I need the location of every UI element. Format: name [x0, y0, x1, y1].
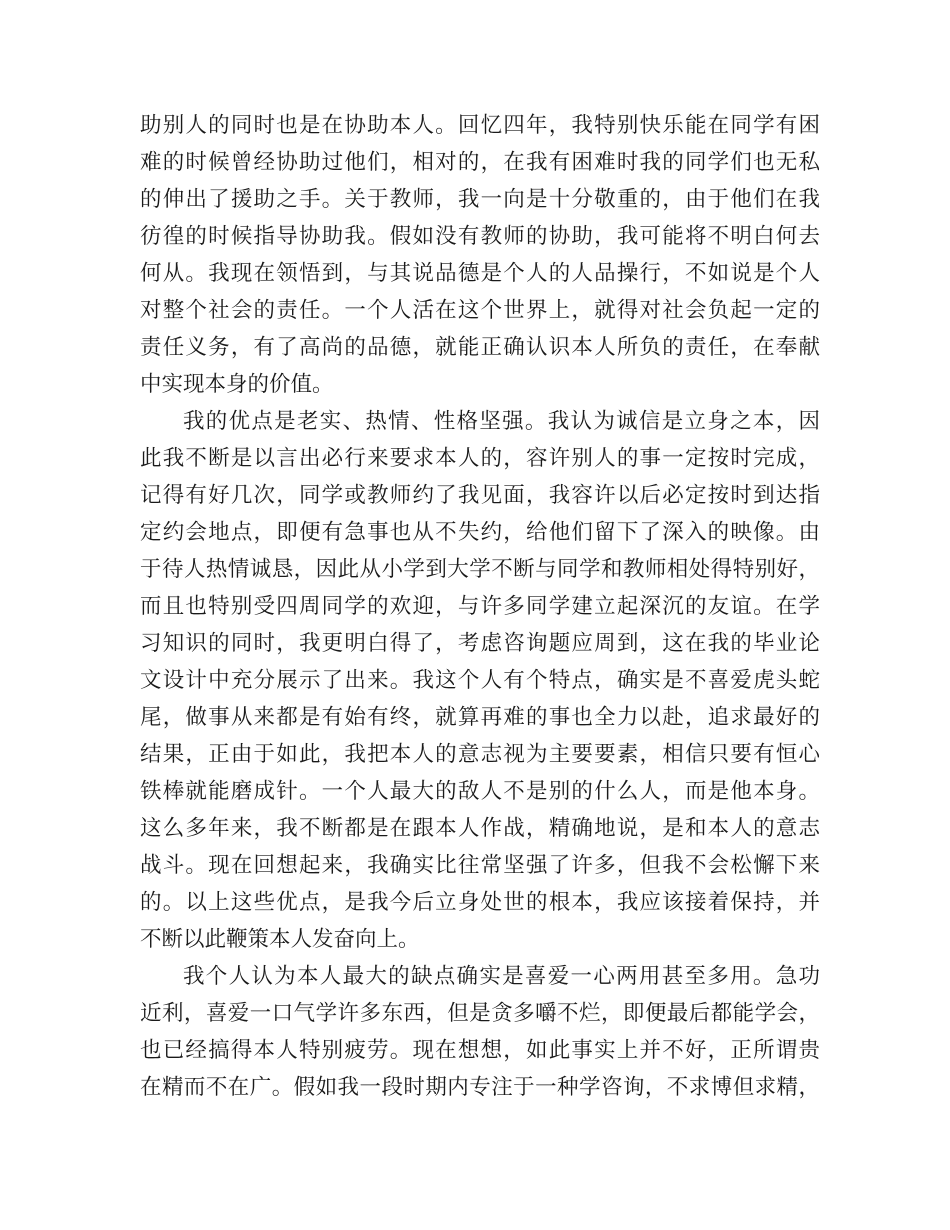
text-line: 的。以上这些优点，是我今后立身处世的根本，我应该接着保持，并 — [140, 890, 820, 915]
text-line: 不断以此鞭策本人发奋向上。 — [140, 927, 420, 952]
text-line: 我的优点是老实、热情、性格坚强。我认为诚信是立身之本，因 — [183, 409, 820, 434]
text-line: 近利，喜爱一口气学许多东西，但是贪多嚼不烂，即便最后都能学会， — [140, 1001, 820, 1026]
text-line: 中实现本身的价值。 — [140, 372, 334, 397]
text-line: 彷徨的时候指导协助我。假如没有教师的协助，我可能将不明白何去 — [140, 224, 820, 249]
text-line: 文设计中充分展示了出来。我这个人有个特点，确实是不喜爱虎头蛇 — [140, 668, 820, 693]
text-line: 我个人认为本人最大的缺点确实是喜爱一心两用甚至多用。急功 — [183, 964, 820, 989]
text-line: 这么多年来，我不断都是在跟本人作战，精确地说，是和本人的意志 — [140, 816, 820, 841]
paragraph-3 — [140, 958, 820, 1106]
text-line: 结果，正由于如此，我把本人的意志视为主要要素，相信只要有恒心 — [140, 742, 820, 767]
text-line: 助别人的同时也是在协助本人。回忆四年，我特别快乐能在同学有困 — [140, 113, 820, 138]
text-line: 记得有好几次，同学或教师约了我见面，我容许以后必定按时到达指 — [140, 483, 820, 508]
text-line: 习知识的同时，我更明白得了，考虑咨询题应周到，这在我的毕业论 — [140, 631, 820, 656]
text-line: 尾，做事从来都是有始有终，就算再难的事也全力以赴，追求最好的 — [140, 705, 820, 730]
text-line: 此我不断是以言出必行来要求本人的，容许别人的事一定按时完成， — [140, 446, 820, 471]
text-line: 而且也特别受四周同学的欢迎，与许多同学建立起深沉的友谊。在学 — [140, 594, 820, 619]
text-line: 责任义务，有了高尚的品德，就能正确认识本人所负的责任，在奉献 — [140, 335, 820, 360]
text-line: 铁棒就能磨成针。一个人最大的敌人不是别的什么人，而是他本身。 — [140, 779, 820, 804]
text-line: 定约会地点，即便有急事也从不失约，给他们留下了深入的映像。由 — [140, 520, 820, 545]
text-line: 也已经搞得本人特别疲劳。现在想想，如此事实上并不好，正所谓贵 — [140, 1038, 820, 1063]
text-line: 何从。我现在领悟到，与其说品德是个人的人品操行，不如说是个人 — [140, 261, 820, 286]
text-line: 难的时候曾经协助过他们，相对的，在我有困难时我的同学们也无私 — [140, 150, 820, 175]
text-line: 对整个社会的责任。一个人活在这个世界上，就得对社会负起一定的 — [140, 298, 820, 323]
text-line: 在精而不在广。假如我一段时期内专注于一种学咨询，不求博但求精， — [140, 1075, 820, 1100]
text-line: 的伸出了援助之手。关于教师，我一向是十分敬重的，由于他们在我 — [140, 187, 820, 212]
text-line: 战斗。现在回想起来，我确实比往常坚强了许多，但我不会松懈下来 — [140, 853, 820, 878]
text-line: 于待人热情诚恳，因此从小学到大学不断与同学和教师相处得特别好， — [140, 557, 820, 582]
paragraph-2 — [140, 403, 820, 958]
paragraph-1 — [140, 107, 820, 403]
document-body — [140, 107, 820, 1106]
